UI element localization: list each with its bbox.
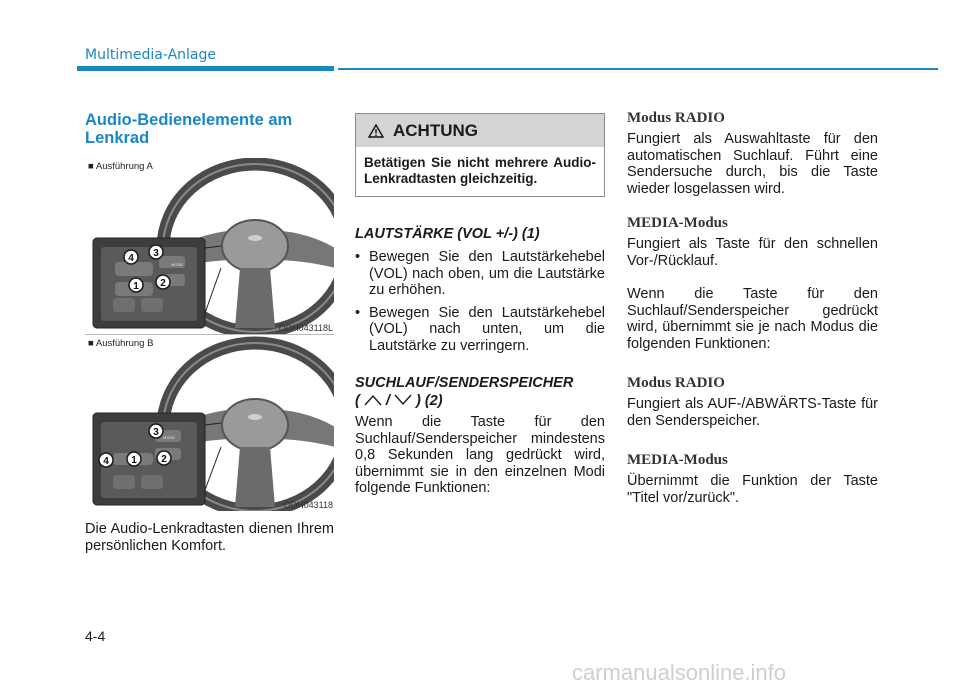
steering-wheel-illustration-b <box>85 335 334 511</box>
radio-text-2: Fungiert als AUF-/ABWÄRTS-Taste für den Senderspeicher. <box>627 396 878 429</box>
middle-column <box>355 113 605 497</box>
callout-1: 1 <box>131 455 137 466</box>
figure-code-b: ODH043118 <box>283 500 333 510</box>
seek-heading-slash: / <box>385 393 390 409</box>
page-number: 4-4 <box>85 628 106 644</box>
mode-badge: MODE <box>171 262 183 267</box>
seek-heading-line2 <box>355 392 605 410</box>
figure-label-b: ■ Ausführung B <box>88 338 154 349</box>
left-column <box>85 111 334 555</box>
section-title: Audio-Bedienelemente am Lenkrad <box>85 111 293 147</box>
figure-version-b <box>85 335 334 511</box>
media-heading-2: MEDIA-Modus <box>627 452 728 468</box>
callout-2: 2 <box>161 454 167 465</box>
mode-badge: MODE <box>163 435 175 440</box>
seek-heading-line1: SUCHLAUF/SENDERSPEICHER <box>355 375 574 391</box>
radio-heading-1: Modus RADIO <box>627 110 725 126</box>
header-bar-thin <box>338 68 938 70</box>
mode-intro-paragraph: Wenn die Taste für den Suchlauf/Senderspeicher gedrückt wird, übernimmt sie je nach Modus die folgenden Funktionen: <box>627 286 878 352</box>
media-text-2: Übernimmt die Funktion der Taste "Titel vor/zurück". <box>627 473 878 506</box>
seek-heading-close: ) (2) <box>416 393 443 409</box>
warning-header <box>356 114 604 147</box>
warning-triangle-icon <box>368 124 384 138</box>
volume-heading: LAUTSTÄRKE (VOL +/-) (1) <box>355 226 540 242</box>
watermark: carmanualsonline.info <box>572 660 787 685</box>
steering-wheel-illustration-a <box>85 158 334 334</box>
chevron-up-icon <box>364 394 382 406</box>
warning-text: Betätigen Sie nicht mehrere Audio-Lenkradtasten gleichzeitig. <box>364 155 596 186</box>
seek-heading-open: ( <box>355 393 360 409</box>
callout-4: 4 <box>103 456 109 467</box>
volume-bullet-up: • Bewegen Sie den Lautstärkehebel (VOL) nach oben, um die Lautstärke zu erhöhen. <box>355 249 605 299</box>
header-bar-thick <box>77 66 334 71</box>
seek-text: Wenn die Taste für den Suchlauf/Senderspeicher mindestens 0,8 Sekunden lang gedrückt wird, übernimmt sie in den einzelnen Modi folgende Funktionen: <box>355 414 605 496</box>
volume-bullet-down: • Bewegen Sie den Lautstärkehebel (VOL) nach unten, um die Lautstärke zu verringern. <box>355 305 605 355</box>
callout-2: 2 <box>160 278 166 289</box>
figure-version-a <box>85 158 334 334</box>
figure-code-a: ODH043118L <box>278 323 333 333</box>
callout-1: 1 <box>133 281 139 292</box>
figure-label-a: ■ Ausführung A <box>88 161 153 172</box>
radio-heading-2: Modus RADIO <box>627 375 725 391</box>
warning-box <box>355 113 605 197</box>
radio-text-1: Fungiert als Auswahltaste für den automatischen Suchlauf. Führt eine Sendersuche durch, bis die Taste wieder losgelassen wird. <box>627 131 878 197</box>
media-text-1: Fungiert als Taste für den schnellen Vor-/Rücklauf. <box>627 236 878 269</box>
callout-4: 4 <box>128 253 134 264</box>
media-heading-1: MEDIA-Modus <box>627 215 728 231</box>
warning-title: ACHTUNG <box>393 120 478 140</box>
seek-heading <box>355 374 605 410</box>
section-header: Multimedia-Anlage <box>85 47 216 63</box>
callout-3: 3 <box>153 248 159 259</box>
right-column <box>627 109 878 506</box>
volume-list <box>355 249 605 354</box>
chevron-down-icon <box>394 394 412 406</box>
intro-caption: Die Audio-Lenkradtasten dienen Ihrem persönlichen Komfort. <box>85 521 334 554</box>
callout-3: 3 <box>153 427 159 438</box>
